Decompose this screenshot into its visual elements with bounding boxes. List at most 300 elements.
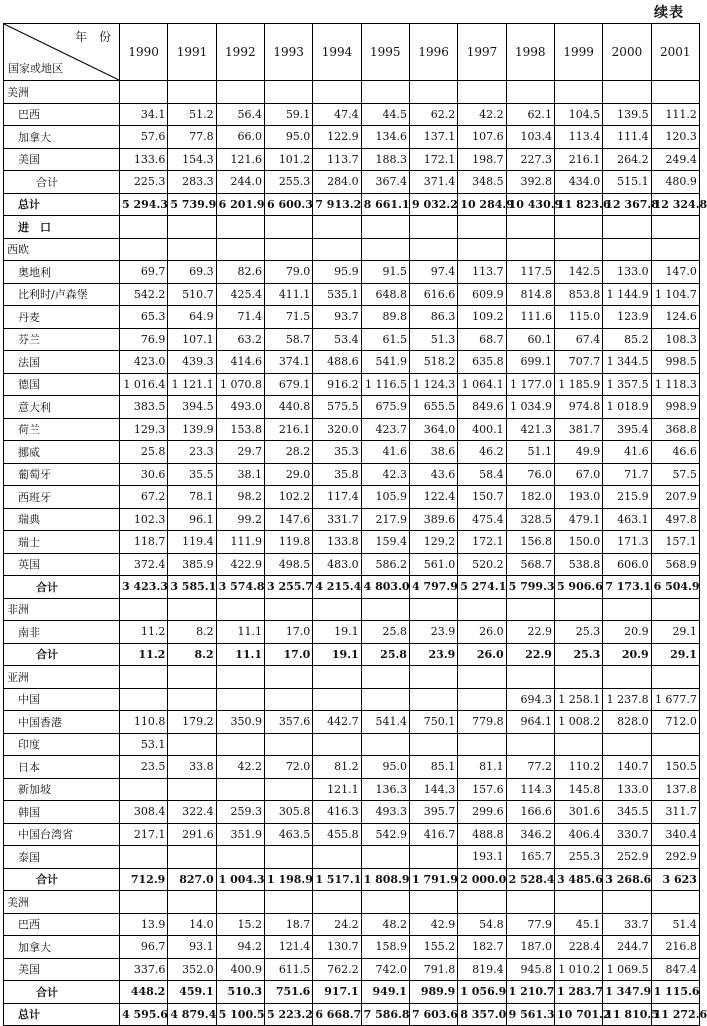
- value-cell: 3 255.7: [264, 576, 312, 599]
- total-row: [4, 1003, 700, 1026]
- subtotal-label: 合计: [4, 171, 120, 194]
- country-label: 瑞士: [4, 531, 120, 554]
- value-cell: [409, 666, 457, 689]
- country-label: 奥地利: [4, 261, 120, 284]
- value-cell: 225.3: [120, 171, 168, 194]
- value-cell: 9 032.2: [409, 193, 457, 216]
- value-cell: 479.1: [554, 508, 602, 531]
- value-cell: [216, 81, 264, 104]
- subtotal-label: 合计: [4, 981, 120, 1004]
- value-cell: [361, 238, 409, 261]
- value-cell: 488.6: [313, 351, 361, 374]
- value-cell: 1 677.7: [651, 688, 699, 711]
- value-cell: 1 010.2: [554, 958, 602, 981]
- value-cell: 372.4: [120, 553, 168, 576]
- value-cell: 541.9: [361, 351, 409, 374]
- value-cell: [264, 891, 312, 914]
- value-cell: 949.1: [361, 981, 409, 1004]
- value-cell: 48.2: [361, 913, 409, 936]
- value-cell: 120.3: [651, 126, 699, 149]
- value-cell: [216, 238, 264, 261]
- value-cell: 779.8: [458, 711, 506, 734]
- value-cell: 11 823.6: [554, 193, 602, 216]
- value-cell: 414.6: [216, 351, 264, 374]
- value-cell: 63.2: [216, 328, 264, 351]
- value-cell: 7 913.2: [313, 193, 361, 216]
- value-cell: 109.2: [458, 306, 506, 329]
- table-row: [4, 936, 700, 959]
- value-cell: 1 198.9: [264, 868, 312, 891]
- value-cell: 305.8: [264, 801, 312, 824]
- value-cell: 23.9: [409, 643, 457, 666]
- value-cell: 97.4: [409, 261, 457, 284]
- value-cell: [651, 733, 699, 756]
- value-cell: 1 344.5: [603, 351, 651, 374]
- value-cell: 107.6: [458, 126, 506, 149]
- value-cell: [361, 733, 409, 756]
- value-cell: [264, 846, 312, 869]
- value-cell: 130.7: [313, 936, 361, 959]
- value-cell: 85.2: [603, 328, 651, 351]
- year-header-1994: 1994: [313, 24, 361, 81]
- value-cell: 463.1: [603, 508, 651, 531]
- value-cell: 244.0: [216, 171, 264, 194]
- value-cell: [554, 891, 602, 914]
- value-cell: 119.8: [264, 531, 312, 554]
- subtotal-label: 合计: [4, 868, 120, 891]
- country-label: 韩国: [4, 801, 120, 824]
- value-cell: 216.1: [554, 148, 602, 171]
- value-cell: 61.5: [361, 328, 409, 351]
- country-label: 挪威: [4, 441, 120, 464]
- value-cell: 1 177.0: [506, 373, 554, 396]
- value-cell: 121.4: [264, 936, 312, 959]
- table-row: [4, 823, 700, 846]
- value-cell: [264, 238, 312, 261]
- subtotal-row: [4, 868, 700, 891]
- value-cell: 497.8: [651, 508, 699, 531]
- value-cell: 3 268.6: [603, 868, 651, 891]
- table-row: [4, 508, 700, 531]
- value-cell: [506, 733, 554, 756]
- total-row: [4, 193, 700, 216]
- value-cell: [168, 666, 216, 689]
- value-cell: 110.2: [554, 756, 602, 779]
- value-cell: 520.2: [458, 553, 506, 576]
- value-cell: 53.4: [313, 328, 361, 351]
- value-cell: 179.2: [168, 711, 216, 734]
- table-row: [4, 261, 700, 284]
- value-cell: 153.8: [216, 418, 264, 441]
- value-cell: [603, 216, 651, 239]
- value-cell: 22.9: [506, 643, 554, 666]
- value-cell: [361, 598, 409, 621]
- value-cell: 15.2: [216, 913, 264, 936]
- value-cell: 561.0: [409, 553, 457, 576]
- value-cell: 331.7: [313, 508, 361, 531]
- table-row: [4, 846, 700, 869]
- value-cell: 586.2: [361, 553, 409, 576]
- value-cell: 11.1: [216, 621, 264, 644]
- value-cell: 425.4: [216, 283, 264, 306]
- value-cell: 129.3: [120, 418, 168, 441]
- value-cell: 81.1: [458, 756, 506, 779]
- value-cell: [458, 891, 506, 914]
- value-cell: 6 201.9: [216, 193, 264, 216]
- table-row: [4, 396, 700, 419]
- country-label: 南非: [4, 621, 120, 644]
- value-cell: 416.3: [313, 801, 361, 824]
- value-cell: 25.3: [554, 621, 602, 644]
- value-cell: 29.7: [216, 441, 264, 464]
- value-cell: 679.1: [264, 373, 312, 396]
- value-cell: 72.0: [264, 756, 312, 779]
- subtotal-row: [4, 171, 700, 194]
- country-label: 瑞典: [4, 508, 120, 531]
- value-cell: 974.8: [554, 396, 602, 419]
- value-cell: 102.2: [264, 486, 312, 509]
- value-cell: [216, 846, 264, 869]
- value-cell: [313, 216, 361, 239]
- value-cell: 699.1: [506, 351, 554, 374]
- value-cell: 712.0: [651, 711, 699, 734]
- value-cell: 182.7: [458, 936, 506, 959]
- value-cell: 423.0: [120, 351, 168, 374]
- value-cell: 217.9: [361, 508, 409, 531]
- value-cell: 35.8: [313, 463, 361, 486]
- region-label: 美洲: [4, 81, 120, 104]
- table-row: [4, 756, 700, 779]
- value-cell: 68.7: [458, 328, 506, 351]
- value-cell: 5 739.9: [168, 193, 216, 216]
- value-cell: 440.8: [264, 396, 312, 419]
- value-cell: 133.0: [603, 778, 651, 801]
- value-cell: 828.0: [603, 711, 651, 734]
- value-cell: 182.0: [506, 486, 554, 509]
- value-cell: [313, 891, 361, 914]
- value-cell: 4 215.4: [313, 576, 361, 599]
- value-cell: 998.5: [651, 351, 699, 374]
- value-cell: [168, 846, 216, 869]
- value-cell: 147.6: [264, 508, 312, 531]
- region-label: 美洲: [4, 891, 120, 914]
- value-cell: 215.9: [603, 486, 651, 509]
- value-cell: 1 008.2: [554, 711, 602, 734]
- year-header-1995: 1995: [361, 24, 409, 81]
- value-cell: 57.6: [120, 126, 168, 149]
- value-cell: 283.3: [168, 171, 216, 194]
- value-cell: 2 528.4: [506, 868, 554, 891]
- value-cell: 411.1: [264, 283, 312, 306]
- value-cell: 381.7: [554, 418, 602, 441]
- value-cell: 1 064.1: [458, 373, 506, 396]
- year-header-1993: 1993: [264, 24, 312, 81]
- value-cell: 140.7: [603, 756, 651, 779]
- value-cell: 150.7: [458, 486, 506, 509]
- value-cell: [264, 778, 312, 801]
- corner-header-cell: [4, 24, 120, 81]
- table-body: [4, 81, 707, 1026]
- value-cell: 139.5: [603, 103, 651, 126]
- value-cell: [361, 666, 409, 689]
- value-cell: 493.0: [216, 396, 264, 419]
- value-cell: 29.1: [651, 643, 699, 666]
- value-cell: 122.9: [313, 126, 361, 149]
- value-cell: 459.1: [168, 981, 216, 1004]
- value-cell: 29.1: [651, 621, 699, 644]
- value-cell: [651, 891, 699, 914]
- value-cell: 11.2: [120, 643, 168, 666]
- value-cell: 8 357.0: [458, 1003, 506, 1026]
- value-cell: 249.4: [651, 148, 699, 171]
- value-cell: 154.3: [168, 148, 216, 171]
- value-cell: 157.1: [651, 531, 699, 554]
- region-header-row: [4, 238, 700, 261]
- value-cell: [361, 891, 409, 914]
- value-cell: 113.7: [458, 261, 506, 284]
- value-cell: 322.4: [168, 801, 216, 824]
- value-cell: 117.4: [313, 486, 361, 509]
- value-cell: [264, 598, 312, 621]
- value-cell: 1 070.8: [216, 373, 264, 396]
- value-cell: 330.7: [603, 823, 651, 846]
- table-row: [4, 373, 700, 396]
- value-cell: 340.4: [651, 823, 699, 846]
- value-cell: 136.3: [361, 778, 409, 801]
- value-cell: 122.4: [409, 486, 457, 509]
- value-cell: 71.4: [216, 306, 264, 329]
- value-cell: [458, 688, 506, 711]
- country-label: 新加坡: [4, 778, 120, 801]
- value-cell: 41.6: [603, 441, 651, 464]
- value-cell: 11 272.6: [651, 1003, 699, 1026]
- value-cell: 12 367.8: [603, 193, 651, 216]
- value-cell: 3 623: [651, 868, 699, 891]
- value-cell: 1 283.7: [554, 981, 602, 1004]
- value-cell: 19.1: [313, 621, 361, 644]
- value-cell: 228.4: [554, 936, 602, 959]
- value-cell: 166.6: [506, 801, 554, 824]
- value-cell: 1 791.9: [409, 868, 457, 891]
- value-cell: 111.4: [603, 126, 651, 149]
- value-cell: 11.2: [120, 621, 168, 644]
- value-cell: 171.3: [603, 531, 651, 554]
- value-cell: [506, 598, 554, 621]
- country-label: 荷兰: [4, 418, 120, 441]
- value-cell: 172.1: [458, 531, 506, 554]
- value-cell: 351.9: [216, 823, 264, 846]
- value-cell: [458, 598, 506, 621]
- value-cell: 79.0: [264, 261, 312, 284]
- value-cell: 1 116.5: [361, 373, 409, 396]
- value-cell: 121.6: [216, 148, 264, 171]
- subtotal-label: 合计: [4, 643, 120, 666]
- value-cell: 23.3: [168, 441, 216, 464]
- value-cell: 308.4: [120, 801, 168, 824]
- value-cell: [313, 598, 361, 621]
- value-cell: 3 485.6: [554, 868, 602, 891]
- value-cell: 299.6: [458, 801, 506, 824]
- value-cell: 95.9: [313, 261, 361, 284]
- value-cell: [409, 598, 457, 621]
- value-cell: 3 423.3: [120, 576, 168, 599]
- value-cell: [409, 216, 457, 239]
- value-cell: 216.1: [264, 418, 312, 441]
- value-cell: 264.2: [603, 148, 651, 171]
- value-cell: 350.9: [216, 711, 264, 734]
- table-row: [4, 711, 700, 734]
- value-cell: 207.9: [651, 486, 699, 509]
- value-cell: 77.9: [506, 913, 554, 936]
- value-cell: 345.5: [603, 801, 651, 824]
- value-cell: 320.0: [313, 418, 361, 441]
- value-cell: 998.9: [651, 396, 699, 419]
- value-cell: 67.0: [554, 463, 602, 486]
- value-cell: 5 223.2: [264, 1003, 312, 1026]
- value-cell: 113.4: [554, 126, 602, 149]
- value-cell: 1 115.6: [651, 981, 699, 1004]
- value-cell: 23.5: [120, 756, 168, 779]
- value-cell: 455.8: [313, 823, 361, 846]
- value-cell: 853.8: [554, 283, 602, 306]
- country-label: 美国: [4, 148, 120, 171]
- country-label: 比利时/卢森堡: [4, 283, 120, 306]
- value-cell: 94.2: [216, 936, 264, 959]
- total-label: 总计: [4, 1003, 120, 1026]
- table-row: [4, 148, 700, 171]
- value-cell: 42.2: [458, 103, 506, 126]
- value-cell: 5 294.3: [120, 193, 168, 216]
- value-cell: 51.4: [651, 913, 699, 936]
- value-cell: 244.7: [603, 936, 651, 959]
- value-cell: 311.7: [651, 801, 699, 824]
- value-cell: 38.1: [216, 463, 264, 486]
- value-cell: 66.0: [216, 126, 264, 149]
- value-cell: 110.8: [120, 711, 168, 734]
- value-cell: 541.4: [361, 711, 409, 734]
- country-label: 丹麦: [4, 306, 120, 329]
- value-cell: [554, 598, 602, 621]
- value-cell: 76.9: [120, 328, 168, 351]
- value-cell: [651, 598, 699, 621]
- value-cell: 119.4: [168, 531, 216, 554]
- value-cell: 157.6: [458, 778, 506, 801]
- value-cell: 47.4: [313, 103, 361, 126]
- value-cell: [409, 688, 457, 711]
- value-cell: 20.9: [603, 621, 651, 644]
- value-cell: 117.5: [506, 261, 554, 284]
- value-cell: 108.3: [651, 328, 699, 351]
- value-cell: [506, 238, 554, 261]
- value-cell: 51.1: [506, 441, 554, 464]
- value-cell: 1 210.7: [506, 981, 554, 1004]
- country-label: 中国台湾省: [4, 823, 120, 846]
- value-cell: 24.2: [313, 913, 361, 936]
- value-cell: 78.1: [168, 486, 216, 509]
- value-cell: 371.4: [409, 171, 457, 194]
- value-cell: [554, 238, 602, 261]
- value-cell: 33.8: [168, 756, 216, 779]
- value-cell: [603, 238, 651, 261]
- value-cell: 707.7: [554, 351, 602, 374]
- value-cell: 35.5: [168, 463, 216, 486]
- value-cell: [409, 238, 457, 261]
- value-cell: 133.6: [120, 148, 168, 171]
- value-cell: 568.9: [651, 553, 699, 576]
- value-cell: 383.5: [120, 396, 168, 419]
- value-cell: 1 034.9: [506, 396, 554, 419]
- value-cell: 945.8: [506, 958, 554, 981]
- value-cell: 606.0: [603, 553, 651, 576]
- value-cell: [603, 733, 651, 756]
- value-cell: 3 585.1: [168, 576, 216, 599]
- table-row: [4, 801, 700, 824]
- value-cell: [313, 666, 361, 689]
- value-cell: [216, 688, 264, 711]
- value-cell: 193.0: [554, 486, 602, 509]
- value-cell: [603, 666, 651, 689]
- value-cell: 114.3: [506, 778, 554, 801]
- value-cell: [458, 216, 506, 239]
- year-header-2000: 2000: [603, 24, 651, 81]
- value-cell: 542.2: [120, 283, 168, 306]
- country-label: 中国香港: [4, 711, 120, 734]
- value-cell: 29.0: [264, 463, 312, 486]
- value-cell: 255.3: [554, 846, 602, 869]
- value-cell: 17.0: [264, 621, 312, 644]
- value-cell: 76.0: [506, 463, 554, 486]
- value-cell: 42.2: [216, 756, 264, 779]
- value-cell: 159.4: [361, 531, 409, 554]
- value-cell: 1 118.3: [651, 373, 699, 396]
- value-cell: 46.2: [458, 441, 506, 464]
- value-cell: 137.8: [651, 778, 699, 801]
- value-cell: 762.2: [313, 958, 361, 981]
- value-cell: 156.8: [506, 531, 554, 554]
- value-cell: 916.2: [313, 373, 361, 396]
- value-cell: 137.1: [409, 126, 457, 149]
- value-cell: 348.5: [458, 171, 506, 194]
- country-label: 日本: [4, 756, 120, 779]
- value-cell: [168, 216, 216, 239]
- value-cell: [313, 846, 361, 869]
- value-cell: 89.8: [361, 306, 409, 329]
- value-cell: [554, 216, 602, 239]
- value-cell: 133.0: [603, 261, 651, 284]
- value-cell: [506, 666, 554, 689]
- value-cell: 346.2: [506, 823, 554, 846]
- value-cell: 655.5: [409, 396, 457, 419]
- region-label: 西欧: [4, 238, 120, 261]
- value-cell: [361, 81, 409, 104]
- value-cell: [313, 238, 361, 261]
- value-cell: 60.1: [506, 328, 554, 351]
- country-label: 泰国: [4, 846, 120, 869]
- value-cell: 11 810.5: [603, 1003, 651, 1026]
- value-cell: [313, 733, 361, 756]
- country-label: 法国: [4, 351, 120, 374]
- value-cell: 434.0: [554, 171, 602, 194]
- value-cell: [651, 81, 699, 104]
- value-cell: 104.5: [554, 103, 602, 126]
- value-cell: 111.2: [651, 103, 699, 126]
- value-cell: 95.0: [361, 756, 409, 779]
- value-cell: 252.9: [603, 846, 651, 869]
- value-cell: 150.5: [651, 756, 699, 779]
- value-cell: 1 144.9: [603, 283, 651, 306]
- value-cell: [120, 778, 168, 801]
- value-cell: 198.7: [458, 148, 506, 171]
